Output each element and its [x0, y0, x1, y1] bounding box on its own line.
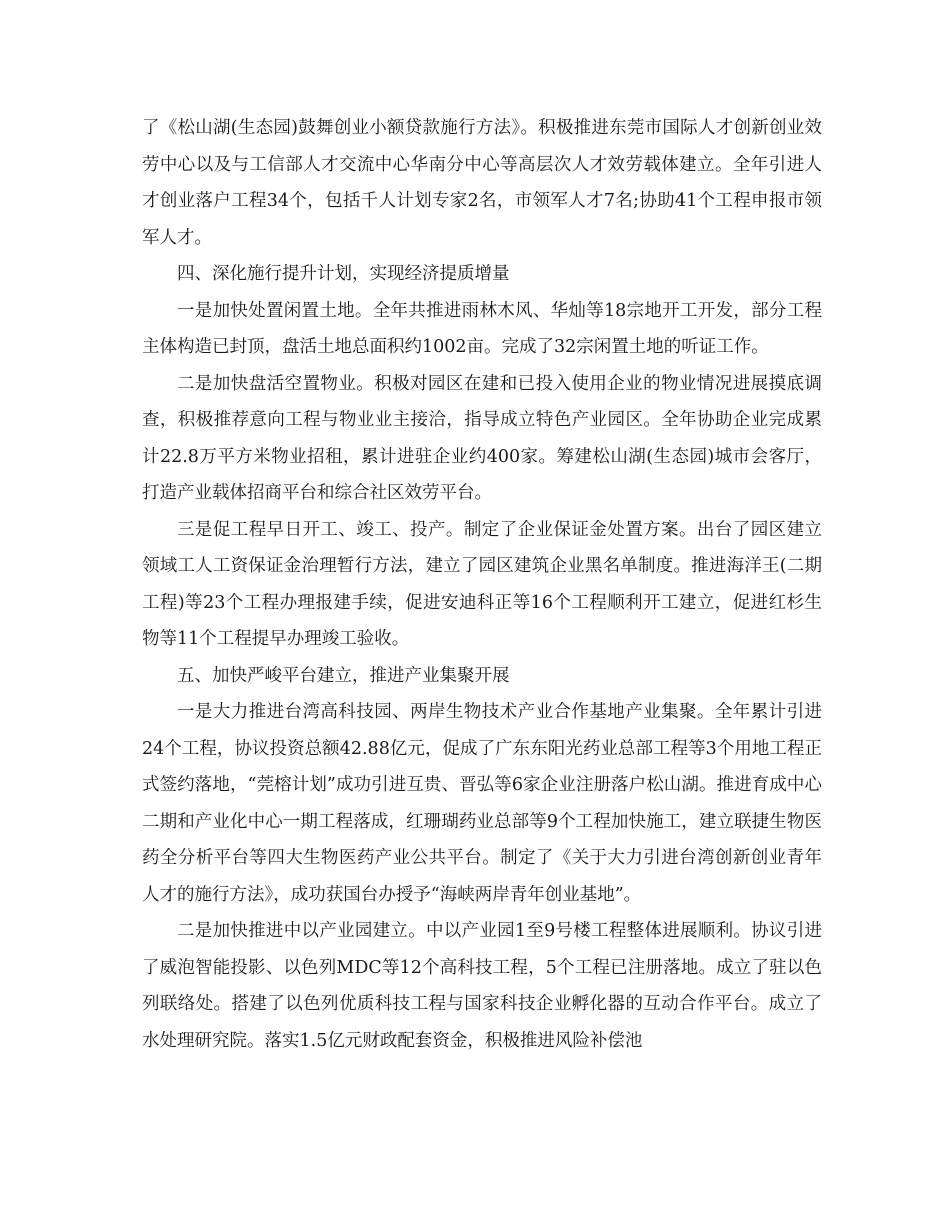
paragraph-project-progress: 三是促工程早日开工、竣工、投产。制定了企业保证金处置方案。出台了园区建立领域工人工资保证金治理暂行方法，建立了园区建筑企业黑名单制度。推进海洋王(二期工程)等23个工程办理报建手续，促进安迪科正等16个工程顺利开工建立，促进红杉生物等11个工程提早办理竣工验收。 — [142, 519, 822, 649]
document-page — [142, 110, 822, 1059]
paragraph-israel-park: 二是加快推进中以产业园建立。中以产业园1至9号楼工程整体进展顺利。协议引进了威泡智能投影、以色列MDC等12个高科技工程，5个工程已注册落地。成立了驻以色列联络处。搭建了以色列优质科技工程与国家科技企业孵化器的互动合作平台。成立了水处理研究院。落实1.5亿元财政配套资金，积极推进风险补偿池 — [142, 921, 822, 1051]
section-heading-four: 四、深化施行提升计划，实现经济提质增量 — [177, 264, 510, 284]
paragraph-vacant-property: 二是加快盘活空置物业。积极对园区在建和已投入使用企业的物业情况进展摸底调查，积极推荐意向工程与物业业主接洽，指导成立特色产业园区。全年协助企业完成累计22.8万平方米物业招租，累计进驻企业约400家。筹建松山湖(生态园)城市会客厅，打造产业载体招商平台和综合社区效劳平台。 — [142, 373, 822, 503]
paragraph-idle-land: 一是加快处置闲置土地。全年共推进雨林木风、华灿等18宗地开工开发，部分工程主体构造已封顶，盘活土地总面积约1002亩。完成了32宗闲置土地的听证工作。 — [142, 300, 822, 357]
paragraph-talent-service: 了《松山湖(生态园)鼓舞创业小额贷款施行方法》。积极推进东莞市国际人才创新创业效劳中心以及与工信部人才交流中心华南分中心等高层次人才效劳载体建立。全年引进人才创业落户工程34个，包括千人计划专家2名，市领军人才7名;协助41个工程申报市领军人才。 — [142, 118, 822, 248]
section-heading-five: 五、加快严峻平台建立，推进产业集聚开展 — [177, 665, 510, 686]
paragraph-taiwan-park: 一是大力推进台湾高科技园、两岸生物技术产业合作基地产业集聚。全年累计引进24个工程，协议投资总额42.88亿元，促成了广东东阳光药业总部工程等3个用地工程正式签约落地，“莞榕计划”成功引进互贵、晋弘等6家企业注册落户松山湖。推进育成中心二期和产业化中心一期工程落成，红珊瑚药业总部等9个工程加快施工，建立联捷生物医药全分析平台等四大生物医药产业公共平台。制定了《关于大力引进台湾创新创业青年人才的施行方法》，成功获国台办授予“海峡两岸青年创业基地”。 — [142, 702, 822, 905]
